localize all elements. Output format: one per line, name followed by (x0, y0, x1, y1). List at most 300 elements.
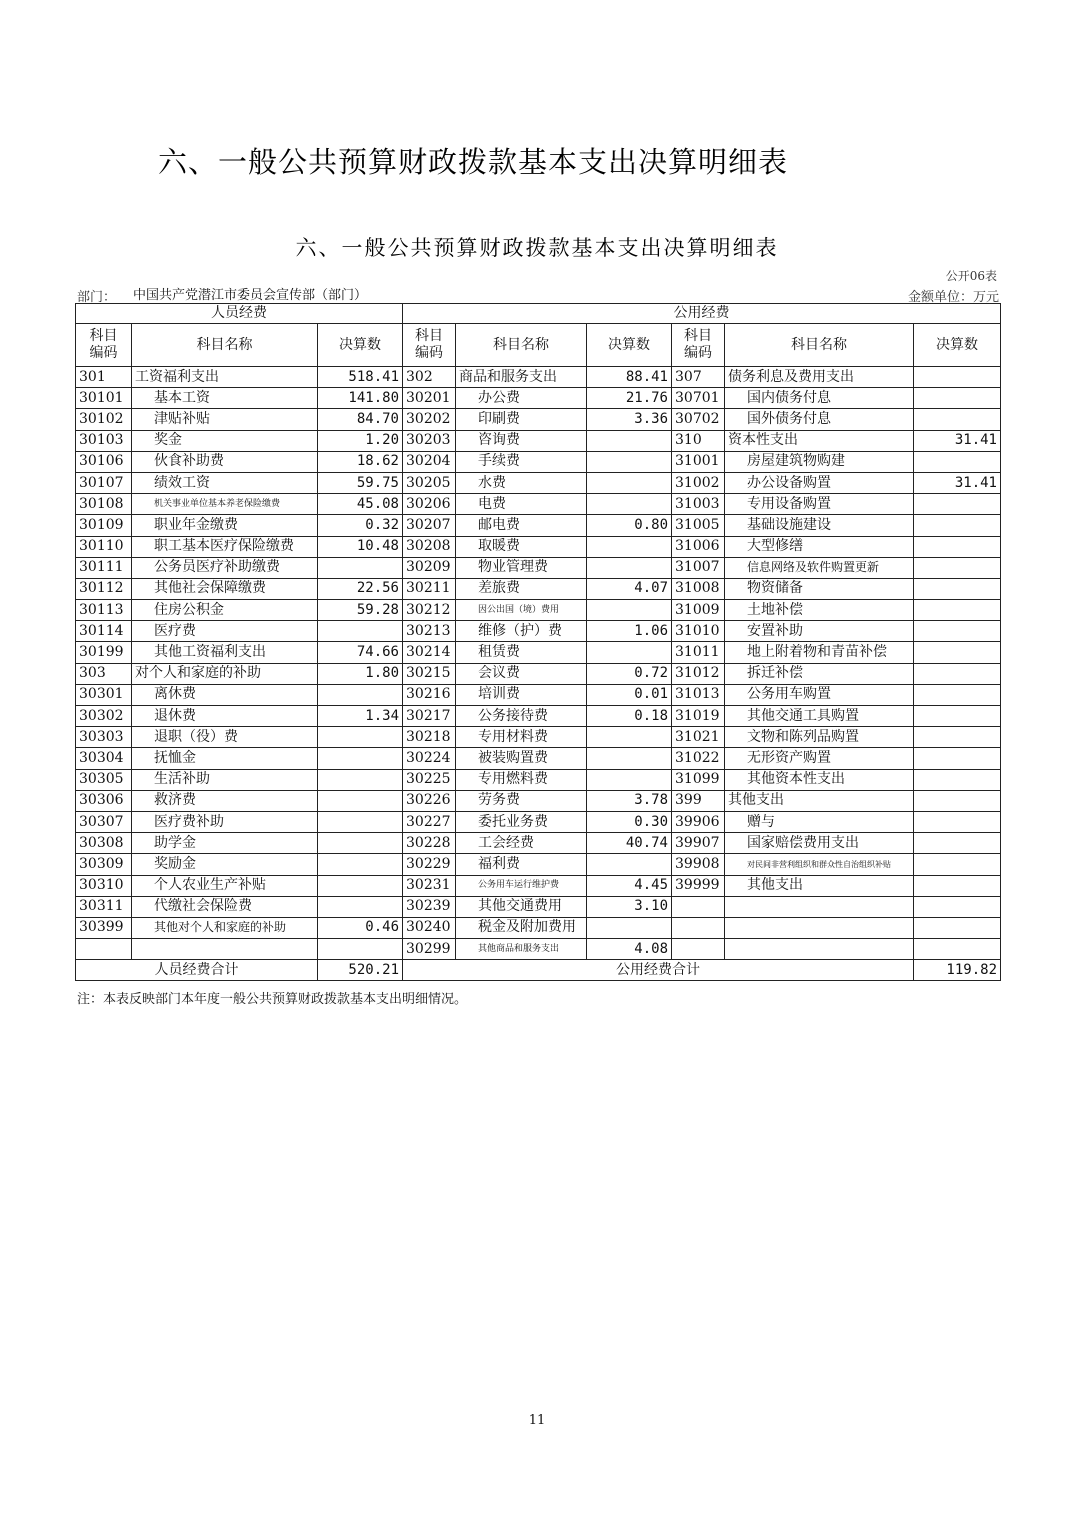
subject-code: 30305 (76, 769, 132, 790)
final-amount (914, 663, 1001, 684)
final-amount: 4.07 (587, 578, 672, 599)
amount-unit: 金额单位：万元 (907, 290, 999, 305)
subject-code: 303 (76, 663, 132, 684)
subject-code: 30106 (76, 451, 132, 472)
subject-code: 30208 (403, 536, 456, 557)
subject-code: 30304 (76, 748, 132, 769)
final-amount (914, 896, 1001, 917)
final-amount (914, 727, 1001, 748)
subject-code: 30301 (76, 684, 132, 705)
subject-code (672, 917, 725, 938)
final-amount (914, 706, 1001, 727)
final-amount (587, 854, 672, 875)
final-amount: 1.06 (587, 621, 672, 642)
table-title: 六、一般公共预算财政拨款基本支出决算明细表 (295, 236, 779, 260)
table-row (76, 917, 1001, 938)
subject-code: 39999 (672, 875, 725, 896)
department-name: 中国共产党潜江市委员会宣传部（部门） (133, 288, 368, 303)
subject-name: 土地补偿 (725, 600, 914, 621)
subject-code: 31001 (672, 451, 725, 472)
subject-code: 30203 (403, 430, 456, 451)
table-row (76, 854, 1001, 875)
page-heading: 六、一般公共预算财政拨款基本支出决算明细表 (158, 145, 789, 179)
subject-name: 伙食补助费 (132, 451, 318, 472)
subject-code: 30102 (76, 409, 132, 430)
final-amount: 22.56 (318, 578, 403, 599)
subject-code: 30213 (403, 621, 456, 642)
table-row (76, 663, 1001, 684)
subject-code: 30107 (76, 472, 132, 493)
table-row (76, 790, 1001, 811)
subject-name: 奖金 (132, 430, 318, 451)
subject-code: 30231 (403, 875, 456, 896)
public-total-label: 公用经费合计 (403, 960, 914, 981)
final-amount: 0.72 (587, 663, 672, 684)
final-amount: 31.41 (914, 430, 1001, 451)
final-amount (914, 578, 1001, 599)
col-name-1: 科目名称 (132, 324, 318, 367)
final-amount: 3.10 (587, 896, 672, 917)
final-amount (914, 642, 1001, 663)
final-amount (914, 600, 1001, 621)
subject-name: 专用燃料费 (456, 769, 587, 790)
final-amount (587, 430, 672, 451)
subject-code: 31003 (672, 494, 725, 515)
subject-name: 其他工资福利支出 (132, 642, 318, 663)
subject-code: 307 (672, 367, 725, 388)
final-amount (587, 536, 672, 557)
final-amount: 0.80 (587, 515, 672, 536)
subject-name: 文物和陈列品购置 (725, 727, 914, 748)
final-amount: 3.36 (587, 409, 672, 430)
final-amount: 1.34 (318, 706, 403, 727)
final-amount (587, 642, 672, 663)
table-row (76, 706, 1001, 727)
final-amount (587, 727, 672, 748)
table-row (76, 388, 1001, 409)
subject-name: 专用设备购置 (725, 494, 914, 515)
subject-name: 邮电费 (456, 515, 587, 536)
subject-name: 津贴补贴 (132, 409, 318, 430)
final-amount (914, 409, 1001, 430)
subject-name (132, 939, 318, 960)
final-amount (587, 557, 672, 578)
subject-code: 30302 (76, 706, 132, 727)
subject-name: 印刷费 (456, 409, 587, 430)
subject-name: 其他交通费用 (456, 896, 587, 917)
subject-name: 拆迁补偿 (725, 663, 914, 684)
subject-name: 办公费 (456, 388, 587, 409)
final-amount: 74.66 (318, 642, 403, 663)
subject-name: 电费 (456, 494, 587, 515)
table-row (76, 600, 1001, 621)
subject-code: 30226 (403, 790, 456, 811)
subject-code: 310 (672, 430, 725, 451)
subject-code (672, 939, 725, 960)
final-amount: 59.28 (318, 600, 403, 621)
final-amount: 141.80 (318, 388, 403, 409)
subject-name: 其他对个人和家庭的补助 (132, 917, 318, 938)
subject-name: 赠与 (725, 811, 914, 832)
col-amount-1: 决算数 (318, 324, 403, 367)
department-label: 部门： (77, 290, 117, 305)
subject-code: 30111 (76, 557, 132, 578)
subject-name: 医疗费补助 (132, 811, 318, 832)
subject-name: 基础设施建设 (725, 515, 914, 536)
subject-name: 对个人和家庭的补助 (132, 663, 318, 684)
col-code-2: 科目 编码 (403, 324, 456, 367)
subject-name: 培训费 (456, 684, 587, 705)
subject-name: 基本工资 (132, 388, 318, 409)
final-amount (914, 854, 1001, 875)
subject-code: 31009 (672, 600, 725, 621)
final-amount: 4.45 (587, 875, 672, 896)
table-row (76, 769, 1001, 790)
subject-name: 因公出国（境）费用 (456, 600, 587, 621)
subject-name: 其他支出 (725, 875, 914, 896)
final-amount (914, 515, 1001, 536)
subject-code: 30701 (672, 388, 725, 409)
subject-name: 工会经费 (456, 833, 587, 854)
table-row (76, 557, 1001, 578)
table-row (76, 748, 1001, 769)
final-amount (914, 494, 1001, 515)
subject-name: 其他社会保障缴费 (132, 578, 318, 599)
subject-code: 30306 (76, 790, 132, 811)
subject-code: 30399 (76, 917, 132, 938)
subject-name: 信息网络及软件购置更新 (725, 557, 914, 578)
subject-code: 31099 (672, 769, 725, 790)
group-personnel: 人员经费 (76, 304, 403, 324)
subject-name: 个人农业生产补贴 (132, 875, 318, 896)
subject-name: 专用材料费 (456, 727, 587, 748)
subject-code: 30215 (403, 663, 456, 684)
table-row (76, 472, 1001, 493)
subject-name: 绩效工资 (132, 472, 318, 493)
final-amount (318, 727, 403, 748)
final-amount: 40.74 (587, 833, 672, 854)
footnote: 注：本表反映部门本年度一般公共预算财政拨款基本支出明细情况。 (77, 992, 468, 1007)
table-row (76, 642, 1001, 663)
subject-name: 债务利息及费用支出 (725, 367, 914, 388)
subject-code: 30108 (76, 494, 132, 515)
subject-name: 生活补助 (132, 769, 318, 790)
subject-code: 39907 (672, 833, 725, 854)
subject-name: 抚恤金 (132, 748, 318, 769)
subject-name: 税金及附加费用 (456, 917, 587, 938)
table-row (76, 939, 1001, 960)
col-name-3: 科目名称 (725, 324, 914, 367)
subject-name (725, 939, 914, 960)
final-amount: 59.75 (318, 472, 403, 493)
subject-name: 维修（护）费 (456, 621, 587, 642)
subject-name: 其他交通工具购置 (725, 706, 914, 727)
final-amount (914, 621, 1001, 642)
subject-name: 物资储备 (725, 578, 914, 599)
final-amount: 31.41 (914, 472, 1001, 493)
subject-code: 30212 (403, 600, 456, 621)
final-amount: 21.76 (587, 388, 672, 409)
subject-name: 工资福利支出 (132, 367, 318, 388)
final-amount (914, 536, 1001, 557)
final-amount: 0.46 (318, 917, 403, 938)
department-row (77, 284, 999, 305)
subject-code: 30211 (403, 578, 456, 599)
subject-name: 咨询费 (456, 430, 587, 451)
subject-name: 医疗费 (132, 621, 318, 642)
subject-name: 公务用车购置 (725, 684, 914, 705)
final-amount: 0.30 (587, 811, 672, 832)
subject-code: 30202 (403, 409, 456, 430)
subject-name (725, 896, 914, 917)
subject-name: 资本性支出 (725, 430, 914, 451)
final-amount: 84.70 (318, 409, 403, 430)
group-public: 公用经费 (403, 304, 1001, 324)
subject-name: 委托业务费 (456, 811, 587, 832)
subject-code: 39906 (672, 811, 725, 832)
subject-code: 30209 (403, 557, 456, 578)
table-row (76, 494, 1001, 515)
subject-code: 39908 (672, 854, 725, 875)
subject-name: 劳务费 (456, 790, 587, 811)
personnel-total-label: 人员经费合计 (76, 960, 318, 981)
table-row (76, 684, 1001, 705)
subject-name: 退职（役）费 (132, 727, 318, 748)
subject-name: 代缴社会保险费 (132, 896, 318, 917)
subject-code: 31006 (672, 536, 725, 557)
final-amount (914, 557, 1001, 578)
page-number: 11 (528, 1413, 546, 1428)
subject-code: 31007 (672, 557, 725, 578)
table-row (76, 833, 1001, 854)
table-row (76, 875, 1001, 896)
subject-name: 公务员医疗补助缴费 (132, 557, 318, 578)
personnel-total-value: 520.21 (318, 960, 403, 981)
subject-code: 30112 (76, 578, 132, 599)
final-amount: 0.32 (318, 515, 403, 536)
subject-code: 30229 (403, 854, 456, 875)
subject-code: 30207 (403, 515, 456, 536)
subject-name: 差旅费 (456, 578, 587, 599)
subject-code: 30218 (403, 727, 456, 748)
subject-code: 30103 (76, 430, 132, 451)
col-amount-3: 决算数 (914, 324, 1001, 367)
subject-name: 职工基本医疗保险缴费 (132, 536, 318, 557)
subject-code: 30214 (403, 642, 456, 663)
subject-name: 住房公积金 (132, 600, 318, 621)
subject-code: 30224 (403, 748, 456, 769)
subject-code: 30114 (76, 621, 132, 642)
table-row (76, 367, 1001, 388)
subject-name: 对民间非营利组织和群众性自治组织补贴 (725, 854, 914, 875)
subject-name: 无形资产购置 (725, 748, 914, 769)
final-amount (318, 854, 403, 875)
subject-name: 机关事业单位基本养老保险缴费 (132, 494, 318, 515)
final-amount (587, 769, 672, 790)
subject-code: 30227 (403, 811, 456, 832)
subject-name: 公务接待费 (456, 706, 587, 727)
subject-code: 30109 (76, 515, 132, 536)
final-amount: 88.41 (587, 367, 672, 388)
final-amount (318, 875, 403, 896)
subject-name: 国内债务付息 (725, 388, 914, 409)
subject-code: 30101 (76, 388, 132, 409)
final-amount: 1.80 (318, 663, 403, 684)
final-amount (318, 790, 403, 811)
subject-name: 其他支出 (725, 790, 914, 811)
final-amount (587, 748, 672, 769)
table-row (76, 727, 1001, 748)
final-amount (914, 748, 1001, 769)
subject-code: 30113 (76, 600, 132, 621)
subject-code: 30307 (76, 811, 132, 832)
table-row (76, 621, 1001, 642)
final-amount (587, 494, 672, 515)
subject-code: 30228 (403, 833, 456, 854)
subject-code: 30217 (403, 706, 456, 727)
subject-name: 地上附着物和青苗补偿 (725, 642, 914, 663)
table-row (76, 409, 1001, 430)
subject-code: 31011 (672, 642, 725, 663)
subject-name: 房屋建筑物购建 (725, 451, 914, 472)
column-header-row (76, 324, 1001, 367)
subject-code: 31021 (672, 727, 725, 748)
subject-code: 30308 (76, 833, 132, 854)
subject-code: 30299 (403, 939, 456, 960)
subject-code: 301 (76, 367, 132, 388)
final-amount (318, 811, 403, 832)
subject-code: 30110 (76, 536, 132, 557)
final-amount (318, 621, 403, 642)
subject-name: 大型修缮 (725, 536, 914, 557)
subject-code: 31002 (672, 472, 725, 493)
final-amount (318, 684, 403, 705)
final-amount (318, 939, 403, 960)
final-amount (587, 917, 672, 938)
final-amount (318, 769, 403, 790)
final-amount (587, 600, 672, 621)
table-row (76, 451, 1001, 472)
subject-name: 安置补助 (725, 621, 914, 642)
final-amount (914, 451, 1001, 472)
subject-code: 30240 (403, 917, 456, 938)
col-name-2: 科目名称 (456, 324, 587, 367)
totals-row (76, 960, 1001, 981)
final-amount: 3.78 (587, 790, 672, 811)
table-row (76, 515, 1001, 536)
subject-code: 30303 (76, 727, 132, 748)
subject-name: 福利费 (456, 854, 587, 875)
final-amount (914, 790, 1001, 811)
subject-name: 其他资本性支出 (725, 769, 914, 790)
table-row (76, 430, 1001, 451)
final-amount (914, 769, 1001, 790)
table-row (76, 896, 1001, 917)
final-amount: 518.41 (318, 367, 403, 388)
table-row (76, 578, 1001, 599)
subject-name: 租赁费 (456, 642, 587, 663)
subject-code: 30201 (403, 388, 456, 409)
subject-code: 31012 (672, 663, 725, 684)
final-amount (318, 833, 403, 854)
subject-code: 30204 (403, 451, 456, 472)
subject-name: 离休费 (132, 684, 318, 705)
subject-code: 31013 (672, 684, 725, 705)
subject-code: 30239 (403, 896, 456, 917)
subject-code: 30225 (403, 769, 456, 790)
final-amount (318, 896, 403, 917)
subject-name: 水费 (456, 472, 587, 493)
subject-code: 30309 (76, 854, 132, 875)
final-amount (318, 748, 403, 769)
final-amount: 45.08 (318, 494, 403, 515)
subject-name: 助学金 (132, 833, 318, 854)
subject-code (672, 896, 725, 917)
subject-code: 302 (403, 367, 456, 388)
final-amount: 0.01 (587, 684, 672, 705)
subject-name: 被装购置费 (456, 748, 587, 769)
table-body (76, 367, 1001, 960)
final-amount (587, 472, 672, 493)
final-amount (914, 875, 1001, 896)
subject-code: 30216 (403, 684, 456, 705)
final-amount: 0.18 (587, 706, 672, 727)
final-amount: 10.48 (318, 536, 403, 557)
final-amount: 18.62 (318, 451, 403, 472)
public-total-value: 119.82 (914, 960, 1001, 981)
subject-code: 31010 (672, 621, 725, 642)
table-row (76, 536, 1001, 557)
subject-code: 31022 (672, 748, 725, 769)
final-amount (914, 811, 1001, 832)
subject-code: 30205 (403, 472, 456, 493)
subject-name: 其他商品和服务支出 (456, 939, 587, 960)
subject-name: 国外债务付息 (725, 409, 914, 430)
subject-code: 30310 (76, 875, 132, 896)
expenditure-table (75, 303, 1001, 981)
subject-name (725, 917, 914, 938)
subject-name: 物业管理费 (456, 557, 587, 578)
col-code-1: 科目 编码 (76, 324, 132, 367)
group-header-row (76, 304, 1001, 324)
subject-name: 退休费 (132, 706, 318, 727)
subject-code: 31008 (672, 578, 725, 599)
final-amount (914, 367, 1001, 388)
subject-code: 31019 (672, 706, 725, 727)
subject-name: 商品和服务支出 (456, 367, 587, 388)
final-amount (587, 451, 672, 472)
subject-name: 办公设备购置 (725, 472, 914, 493)
subject-code: 31005 (672, 515, 725, 536)
subject-name: 取暖费 (456, 536, 587, 557)
subject-code: 399 (672, 790, 725, 811)
final-amount (914, 684, 1001, 705)
subject-name: 职业年金缴费 (132, 515, 318, 536)
subject-code: 30311 (76, 896, 132, 917)
subject-name: 会议费 (456, 663, 587, 684)
table-row (76, 811, 1001, 832)
subject-name: 手续费 (456, 451, 587, 472)
subject-name: 救济费 (132, 790, 318, 811)
subject-name: 奖励金 (132, 854, 318, 875)
subject-code: 30702 (672, 409, 725, 430)
final-amount (318, 557, 403, 578)
final-amount (914, 917, 1001, 938)
subject-code (76, 939, 132, 960)
final-amount: 1.20 (318, 430, 403, 451)
subject-code: 30199 (76, 642, 132, 663)
subject-name: 国家赔偿费用支出 (725, 833, 914, 854)
